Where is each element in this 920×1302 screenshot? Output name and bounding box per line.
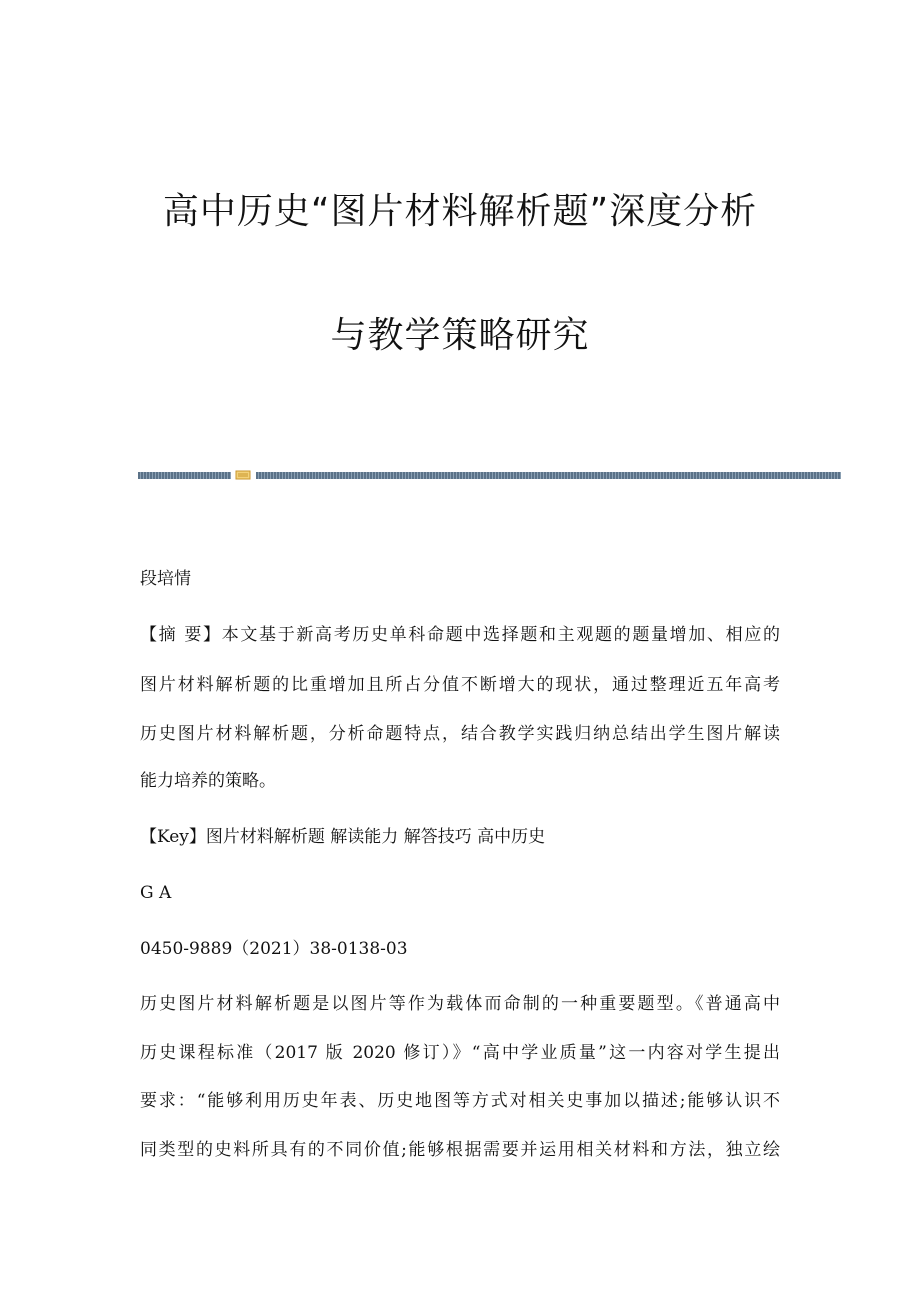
- body-line: 同类型的史料所具有的不同价值;能够根据需要并运用相关材料和方法，独立绘: [140, 1140, 780, 1160]
- abstract-line: 图片材料解析题的比重增加且所占分值不断增大的现状，通过整理近五年高考: [140, 675, 780, 695]
- article-id: 0450-9889（2021）38-0138-03: [140, 939, 408, 959]
- author-name: 段培情: [140, 569, 191, 589]
- classification-code: G A: [140, 883, 172, 903]
- abstract-line: 能力培养的策略。: [140, 771, 276, 791]
- body-line: 历史课程标准（2017 版 2020 修订）》“高中学业质量”这一内容对学生提出: [140, 1043, 780, 1063]
- abstract-line: 历史图片材料解析题，分析命题特点，结合教学实践归纳总结出学生图片解读: [140, 724, 780, 744]
- keywords: 【Key】图片材料解析题 解读能力 解答技巧 高中历史: [140, 827, 546, 847]
- abstract-line: 【摘 要】本文基于新高考历史单科命题中选择题和主观题的题量增加、相应的: [140, 625, 780, 645]
- paper-title-line-2: 与教学策略研究: [330, 315, 590, 356]
- body-line: 要求：“能够利用历史年表、历史地图等方式对相关史事加以描述;能够认识不: [140, 1091, 780, 1111]
- paper-title-line-1: 高中历史“图片材料解析题”深度分析: [162, 191, 758, 232]
- body-line: 历史图片材料解析题是以图片等作为载体而命制的一种重要题型。《普通高中: [140, 994, 780, 1014]
- divider-bar-right: [256, 472, 841, 479]
- title-divider: [138, 469, 841, 481]
- divider-bar-left: [138, 472, 231, 479]
- divider-ornament-icon: [235, 469, 251, 481]
